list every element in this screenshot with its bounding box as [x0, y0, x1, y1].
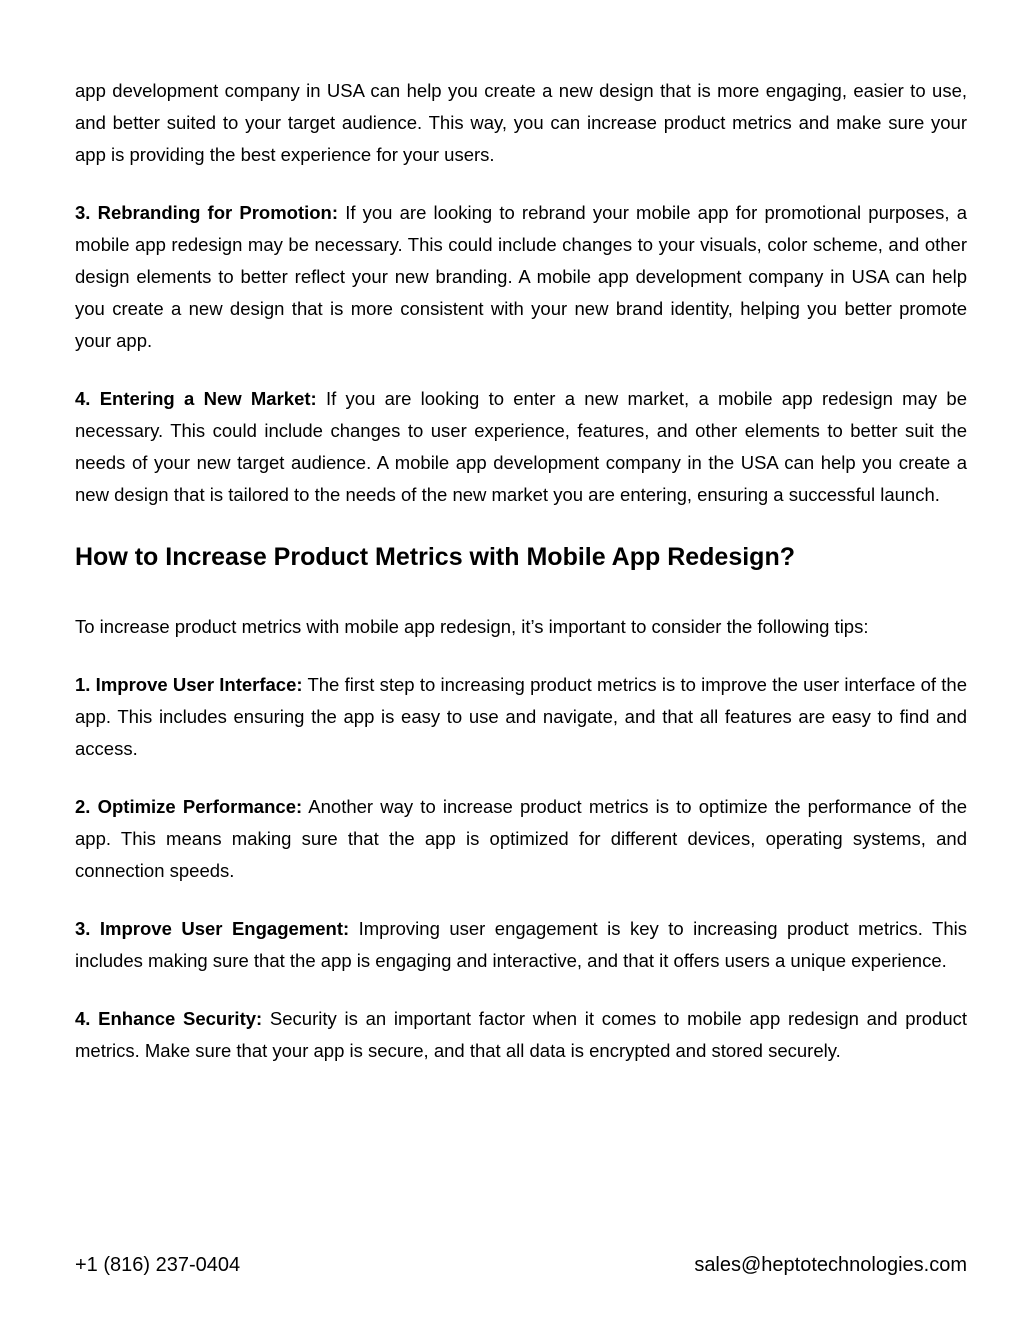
footer-email[interactable]: sales@heptotechnologies.com [694, 1254, 967, 1276]
tip-text: The first step to increasing product metrics is to improve the user interface of the app. This includes ensuring the app is easy to use and navigate, and that all features are easy to find and access. [75, 674, 967, 759]
document-body [75, 75, 967, 1093]
tip-title: 3. Improve User Engagement: [75, 918, 350, 939]
reason-title: 3. Rebranding for Promotion: [75, 202, 339, 223]
tip-title: 4. Enhance Security: [75, 1008, 263, 1029]
tip-title: 1. Improve User Interface: [75, 674, 303, 695]
reason-text: If you are looking to enter a new market, a mobile app redesign may be necessary. This could include changes to user experience, features, and other elements to better suit the needs of your new target audience. A mobile app development company in the USA can help you create a new design that is tailored to the needs of the new market you are entering, ensuring a successful launch. [75, 388, 967, 505]
tip-enhance-security [75, 1003, 967, 1067]
page-footer [75, 1250, 967, 1280]
reason-new-market [75, 383, 967, 511]
tip-user-engagement [75, 913, 967, 977]
tip-improve-ui [75, 669, 967, 765]
tip-optimize-performance [75, 791, 967, 887]
tip-title: 2. Optimize Performance: [75, 796, 303, 817]
reason-rebranding [75, 197, 967, 357]
tip-text: Security is an important factor when it comes to mobile app redesign and product metrics. Make sure that your app is secure, and that all data is encrypted and stored securely. [75, 1008, 967, 1061]
reason-title: 4. Entering a New Market: [75, 388, 317, 409]
tip-text: Improving user engagement is key to increasing product metrics. This includes making sure that the app is engaging and interactive, and that it offers users a unique experience. [75, 918, 967, 971]
section-heading: How to Increase Product Metrics with Mobile App Redesign? [75, 543, 795, 571]
reason-text: If you are looking to rebrand your mobile app for promotional purposes, a mobile app redesign may be necessary. This could include changes to your visuals, color scheme, and other design elements to better reflect your new branding. A mobile app development company in USA can help you create a new design that is more consistent with your new brand identity, helping you better promote your app. [75, 202, 967, 351]
section-intro: To increase product metrics with mobile app redesign, it’s important to consider the following tips: [75, 616, 869, 637]
tip-text: Another way to increase product metrics is to optimize the performance of the app. This means making sure that the app is optimized for different devices, operating systems, and connection speeds. [75, 796, 967, 881]
footer-phone[interactable]: +1 (816) 237-0404 [75, 1254, 241, 1276]
intro-paragraph: app development company in USA can help you create a new design that is more engaging, easier to use, and better suited to your target audience. This way, you can increase product metrics and make sure your app is providing the best experience for your users. [75, 80, 967, 165]
